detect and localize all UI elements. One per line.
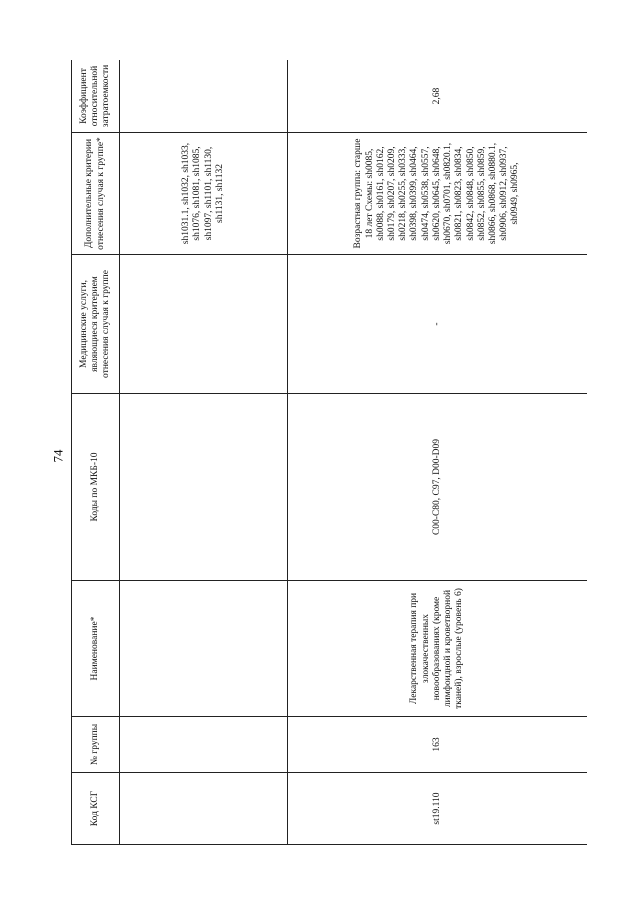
header-mkb-codes: Коды по МКБ-10: [72, 394, 120, 581]
cell-group-no: 163: [288, 717, 588, 773]
cell-name-empty: [120, 581, 288, 717]
header-code: Код КСГ: [72, 773, 120, 845]
cell-services: -: [288, 255, 588, 394]
cell-mkb-codes: C00-C80, C97, D00-D09: [288, 394, 588, 581]
table-row-continuation: [120, 60, 288, 845]
header-criteria: Дополнительные критерии отнесения случая к группе*: [72, 133, 120, 255]
table-header-row: [72, 60, 120, 845]
cell-criteria-continued: sh1031.1, sh1032, sh1033, sh1076, sh1081, sh1085, sh1097, sh1101, sh1130, sh1131, sh1132: [120, 133, 288, 255]
header-coefficient: Коэффициент относительной затратоемкости: [72, 60, 120, 133]
cell-name: [288, 581, 588, 717]
rotated-table-canvas: [71, 60, 587, 845]
table-row: [288, 60, 588, 845]
cell-criteria: Возрастная группа: старше 18 лет Схемы: sh0085, sh0088, sh0161, sh0162, sh0179, sh0207, sh0209, sh0218, sh0255, sh0333, sh0398, sh0399, sh0464, sh0474, sh0538, sh0557, sh0620, sh0645, sh0648, sh0670, sh0701, sh0820.1, sh0821, sh0823, sh0834, sh0842, sh0848, sh0850, sh0852, sh0855, sh0859, sh0866, sh0868, sh0880.1, sh0906, sh0912, sh0937, sh0949, sh0965,: [288, 133, 588, 255]
header-name: Наименование*: [72, 581, 120, 717]
cell-coefficient: 2,68: [288, 60, 588, 133]
cell-code: st19.110: [288, 773, 588, 845]
cell-coefficient-empty: [120, 60, 288, 133]
header-group-no: № группы: [72, 717, 120, 773]
page-number: 74: [50, 449, 66, 463]
cell-name-text: Лекарственная терапия при злокачественных новообразованиях (кроме лимфоидной и кроветворной тканей), взрослые (уровень 6): [409, 588, 465, 709]
cell-code-empty: [120, 773, 288, 845]
cell-mkb-empty: [120, 394, 288, 581]
header-services: Медицинские услуги, являющиеся критерием отнесения случая к группе: [72, 255, 120, 394]
table-region: [71, 60, 587, 845]
cell-group-empty: [120, 717, 288, 773]
ksg-table: [71, 60, 587, 845]
cell-services-empty: [120, 255, 288, 394]
